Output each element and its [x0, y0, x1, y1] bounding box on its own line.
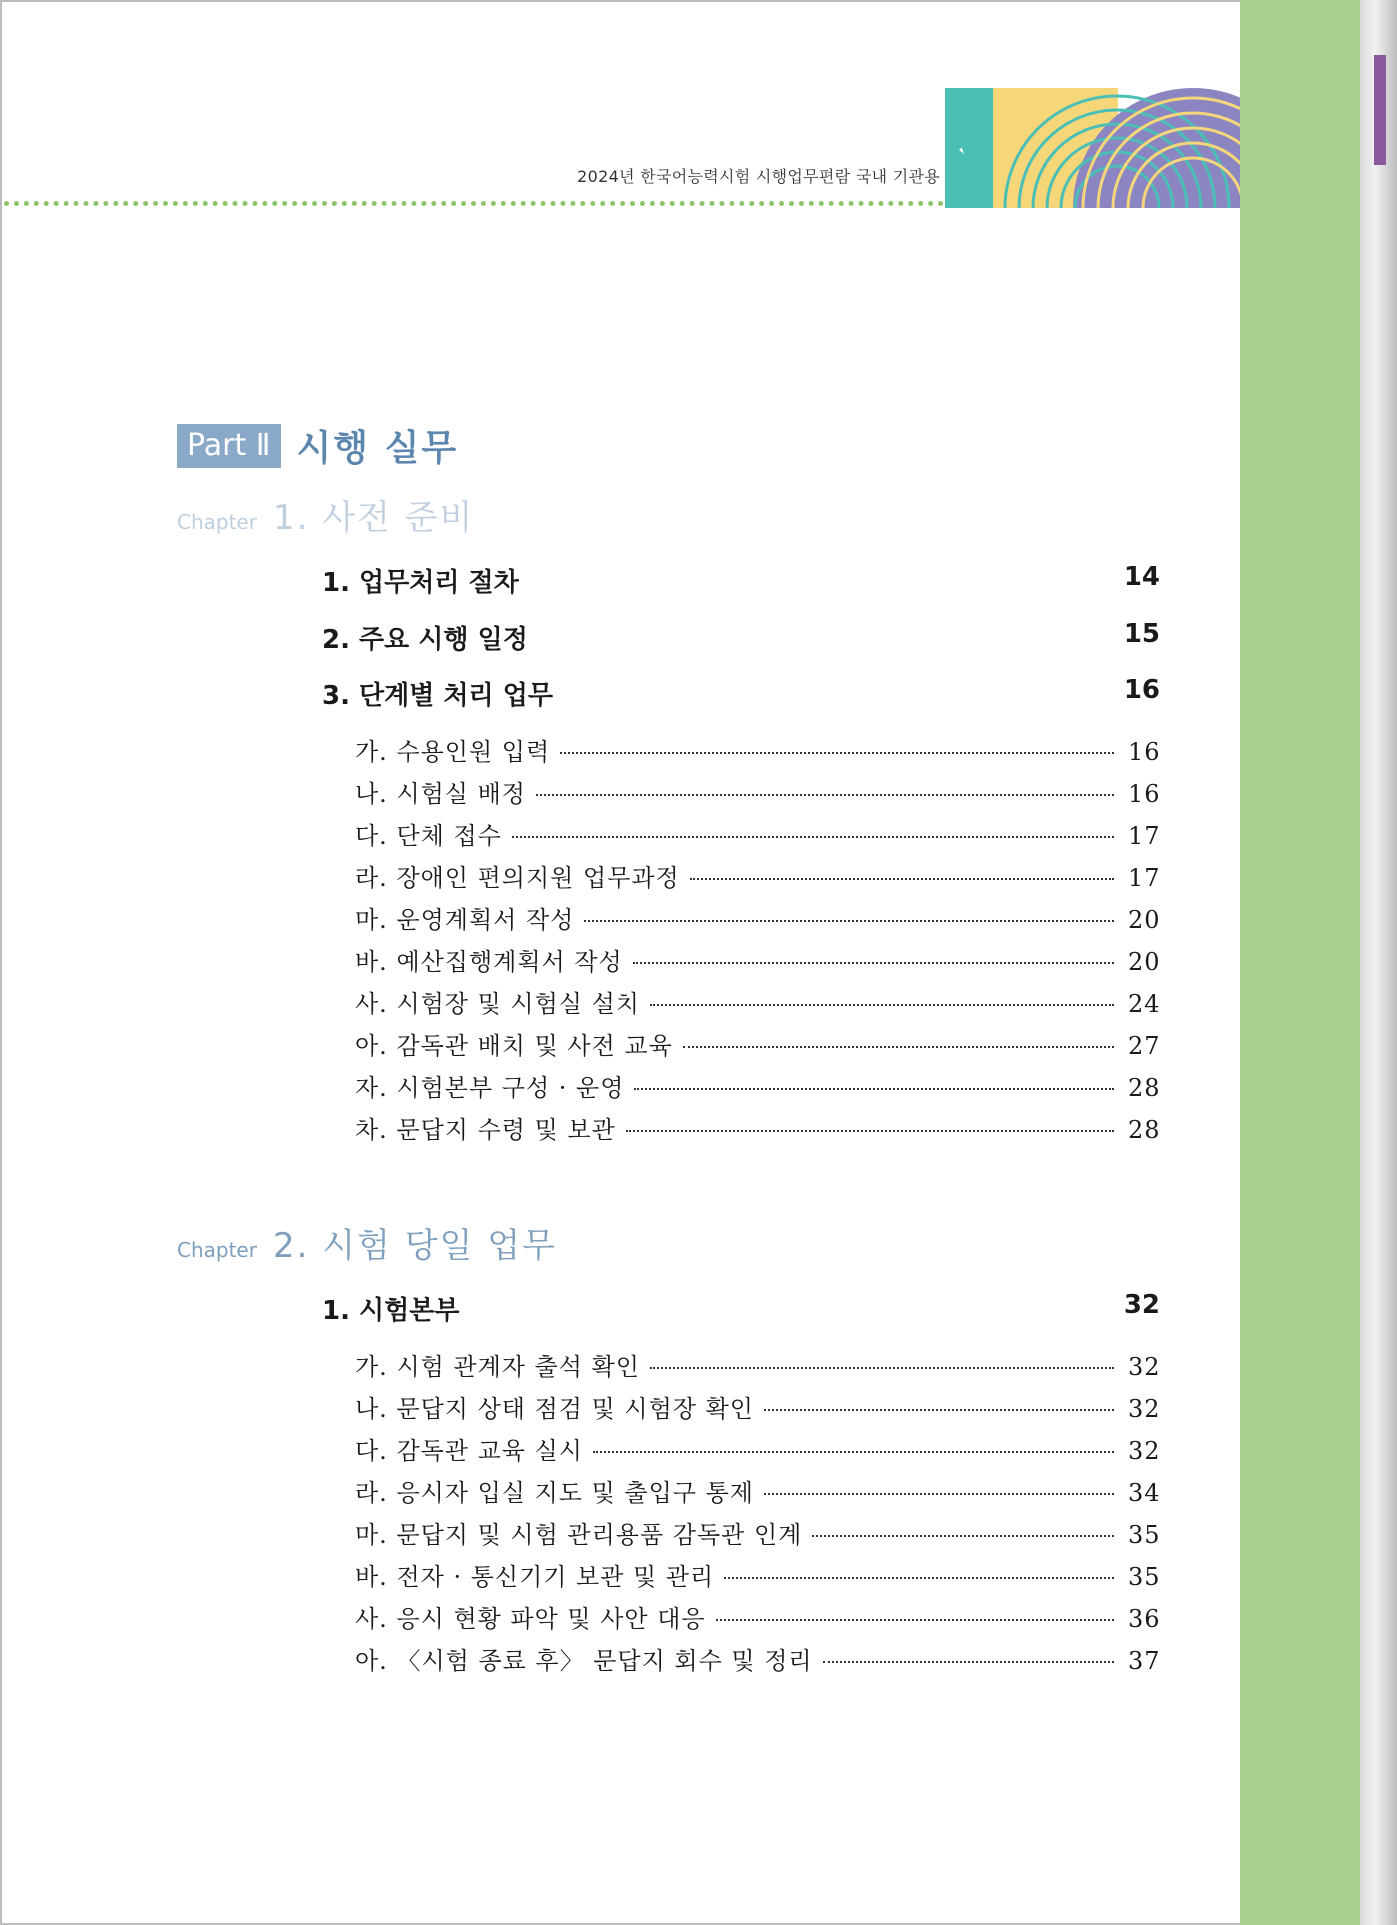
- item-page: 16: [1128, 780, 1161, 808]
- item-title: 가. 수용인원 입력: [355, 738, 551, 766]
- item-page: 32: [1128, 1353, 1161, 1381]
- toc-section[interactable]: [322, 1290, 1160, 1327]
- leader-dots: [812, 1535, 1114, 1537]
- toc-item[interactable]: [355, 1110, 1160, 1145]
- item-page: 34: [1128, 1479, 1161, 1507]
- toc-item[interactable]: [355, 1473, 1160, 1508]
- item-page: 17: [1128, 822, 1161, 850]
- toc-item[interactable]: [355, 1347, 1160, 1382]
- leader-dots: [593, 1451, 1114, 1453]
- item-page: 36: [1128, 1605, 1161, 1633]
- section-title: 1. 시험본부: [322, 1296, 460, 1326]
- chapter-title: 2. 시험 당일 업무: [272, 1226, 557, 1266]
- item-title: 사. 시험장 및 시험실 설치: [355, 990, 640, 1018]
- leader-dots: [690, 878, 1114, 880]
- item-page: 24: [1128, 990, 1161, 1018]
- section-title: 3. 단계별 처리 업무: [322, 681, 553, 711]
- toc-section[interactable]: [322, 562, 1160, 599]
- item-title: 라. 장애인 편의지원 업무과정: [355, 864, 680, 892]
- header-dotted-line: [4, 201, 944, 206]
- section-page: 16: [1123, 675, 1160, 705]
- toc-item[interactable]: [355, 1641, 1160, 1676]
- part-heading: [177, 420, 458, 471]
- item-title: 다. 감독관 교육 실시: [355, 1437, 583, 1465]
- leader-dots: [764, 1409, 1114, 1411]
- header-title: 2024년 한국어능력시험 시행업무편람 국내 기관용: [577, 167, 940, 186]
- item-title: 차. 문답지 수령 및 보관: [355, 1116, 616, 1144]
- item-page: 37: [1128, 1647, 1161, 1675]
- leader-dots: [633, 962, 1114, 964]
- item-title: 바. 전자 · 통신기기 보관 및 관리: [355, 1563, 715, 1591]
- toc-section[interactable]: [322, 619, 1160, 656]
- leader-dots: [764, 1493, 1114, 1495]
- toc-item[interactable]: [355, 1068, 1160, 1103]
- toc-item[interactable]: [355, 942, 1160, 977]
- header-decoration-graphic: [945, 88, 1240, 208]
- item-page: 17: [1128, 864, 1161, 892]
- leader-dots: [536, 794, 1114, 796]
- item-title: 다. 단체 접수: [355, 822, 502, 850]
- section-page: 14: [1123, 562, 1160, 592]
- item-title: 아. 〈시험 종료 후〉 문답지 회수 및 정리: [355, 1647, 813, 1675]
- leader-dots: [584, 920, 1114, 922]
- leader-dots: [650, 1367, 1114, 1369]
- section-page: 32: [1123, 1290, 1160, 1320]
- toc-item[interactable]: [355, 774, 1160, 809]
- toc-item[interactable]: [355, 1515, 1160, 1550]
- side-color-bar: [1240, 0, 1365, 1925]
- page-stack-edge: [1360, 0, 1397, 1925]
- leader-dots: [634, 1088, 1114, 1090]
- item-title: 아. 감독관 배치 및 사전 교육: [355, 1032, 673, 1060]
- leader-dots: [683, 1046, 1114, 1048]
- section-page: 15: [1123, 619, 1160, 649]
- section-title: 2. 주요 시행 일정: [322, 625, 528, 655]
- toc-item[interactable]: [355, 1599, 1160, 1634]
- leader-dots: [560, 752, 1114, 754]
- item-page: 32: [1128, 1437, 1161, 1465]
- item-page: 28: [1128, 1116, 1161, 1144]
- toc-item[interactable]: [355, 900, 1160, 935]
- leader-dots: [716, 1619, 1114, 1621]
- item-title: 바. 예산집행계획서 작성: [355, 948, 623, 976]
- item-title: 가. 시험 관계자 출석 확인: [355, 1353, 640, 1381]
- item-page: 27: [1128, 1032, 1161, 1060]
- toc-item[interactable]: [355, 1431, 1160, 1466]
- item-title: 나. 문답지 상태 점검 및 시험장 확인: [355, 1395, 754, 1423]
- item-title: 마. 문답지 및 시험 관리용품 감독관 인계: [355, 1521, 803, 1549]
- toc-item[interactable]: [355, 816, 1160, 851]
- item-page: 28: [1128, 1074, 1161, 1102]
- part-badge: Part Ⅱ: [177, 424, 281, 468]
- chapter-heading: [177, 1218, 557, 1267]
- toc-item[interactable]: [355, 732, 1160, 767]
- item-page: 32: [1128, 1395, 1161, 1423]
- item-title: 라. 응시자 입실 지도 및 출입구 통제: [355, 1479, 754, 1507]
- chapter-title: 1. 사전 준비: [272, 498, 475, 538]
- leader-dots: [823, 1661, 1114, 1663]
- toc-item[interactable]: [355, 1557, 1160, 1592]
- leader-dots: [626, 1130, 1114, 1132]
- part-title: 시행 실무: [296, 428, 459, 469]
- item-title: 자. 시험본부 구성 · 운영: [355, 1074, 625, 1102]
- toc-item[interactable]: [355, 984, 1160, 1019]
- toc-section[interactable]: [322, 675, 1160, 712]
- item-page: 20: [1128, 906, 1161, 934]
- toc-item[interactable]: [355, 858, 1160, 893]
- item-page: 35: [1128, 1563, 1161, 1591]
- leader-dots: [650, 1004, 1114, 1006]
- toc-item[interactable]: [355, 1026, 1160, 1061]
- chapter-heading: [177, 490, 474, 539]
- purple-tab: [1374, 55, 1386, 165]
- chapter-label: Chapter: [177, 510, 257, 534]
- item-page: 20: [1128, 948, 1161, 976]
- item-page: 35: [1128, 1521, 1161, 1549]
- leader-dots: [724, 1577, 1114, 1579]
- item-page: 16: [1128, 738, 1161, 766]
- section-title: 1. 업무처리 절차: [322, 568, 519, 598]
- item-title: 마. 운영계획서 작성: [355, 906, 575, 934]
- item-title: 사. 응시 현황 파악 및 사안 대응: [355, 1605, 706, 1633]
- chapter-label: Chapter: [177, 1238, 257, 1262]
- toc-item[interactable]: [355, 1389, 1160, 1424]
- leader-dots: [512, 836, 1114, 838]
- item-title: 나. 시험실 배정: [355, 780, 526, 808]
